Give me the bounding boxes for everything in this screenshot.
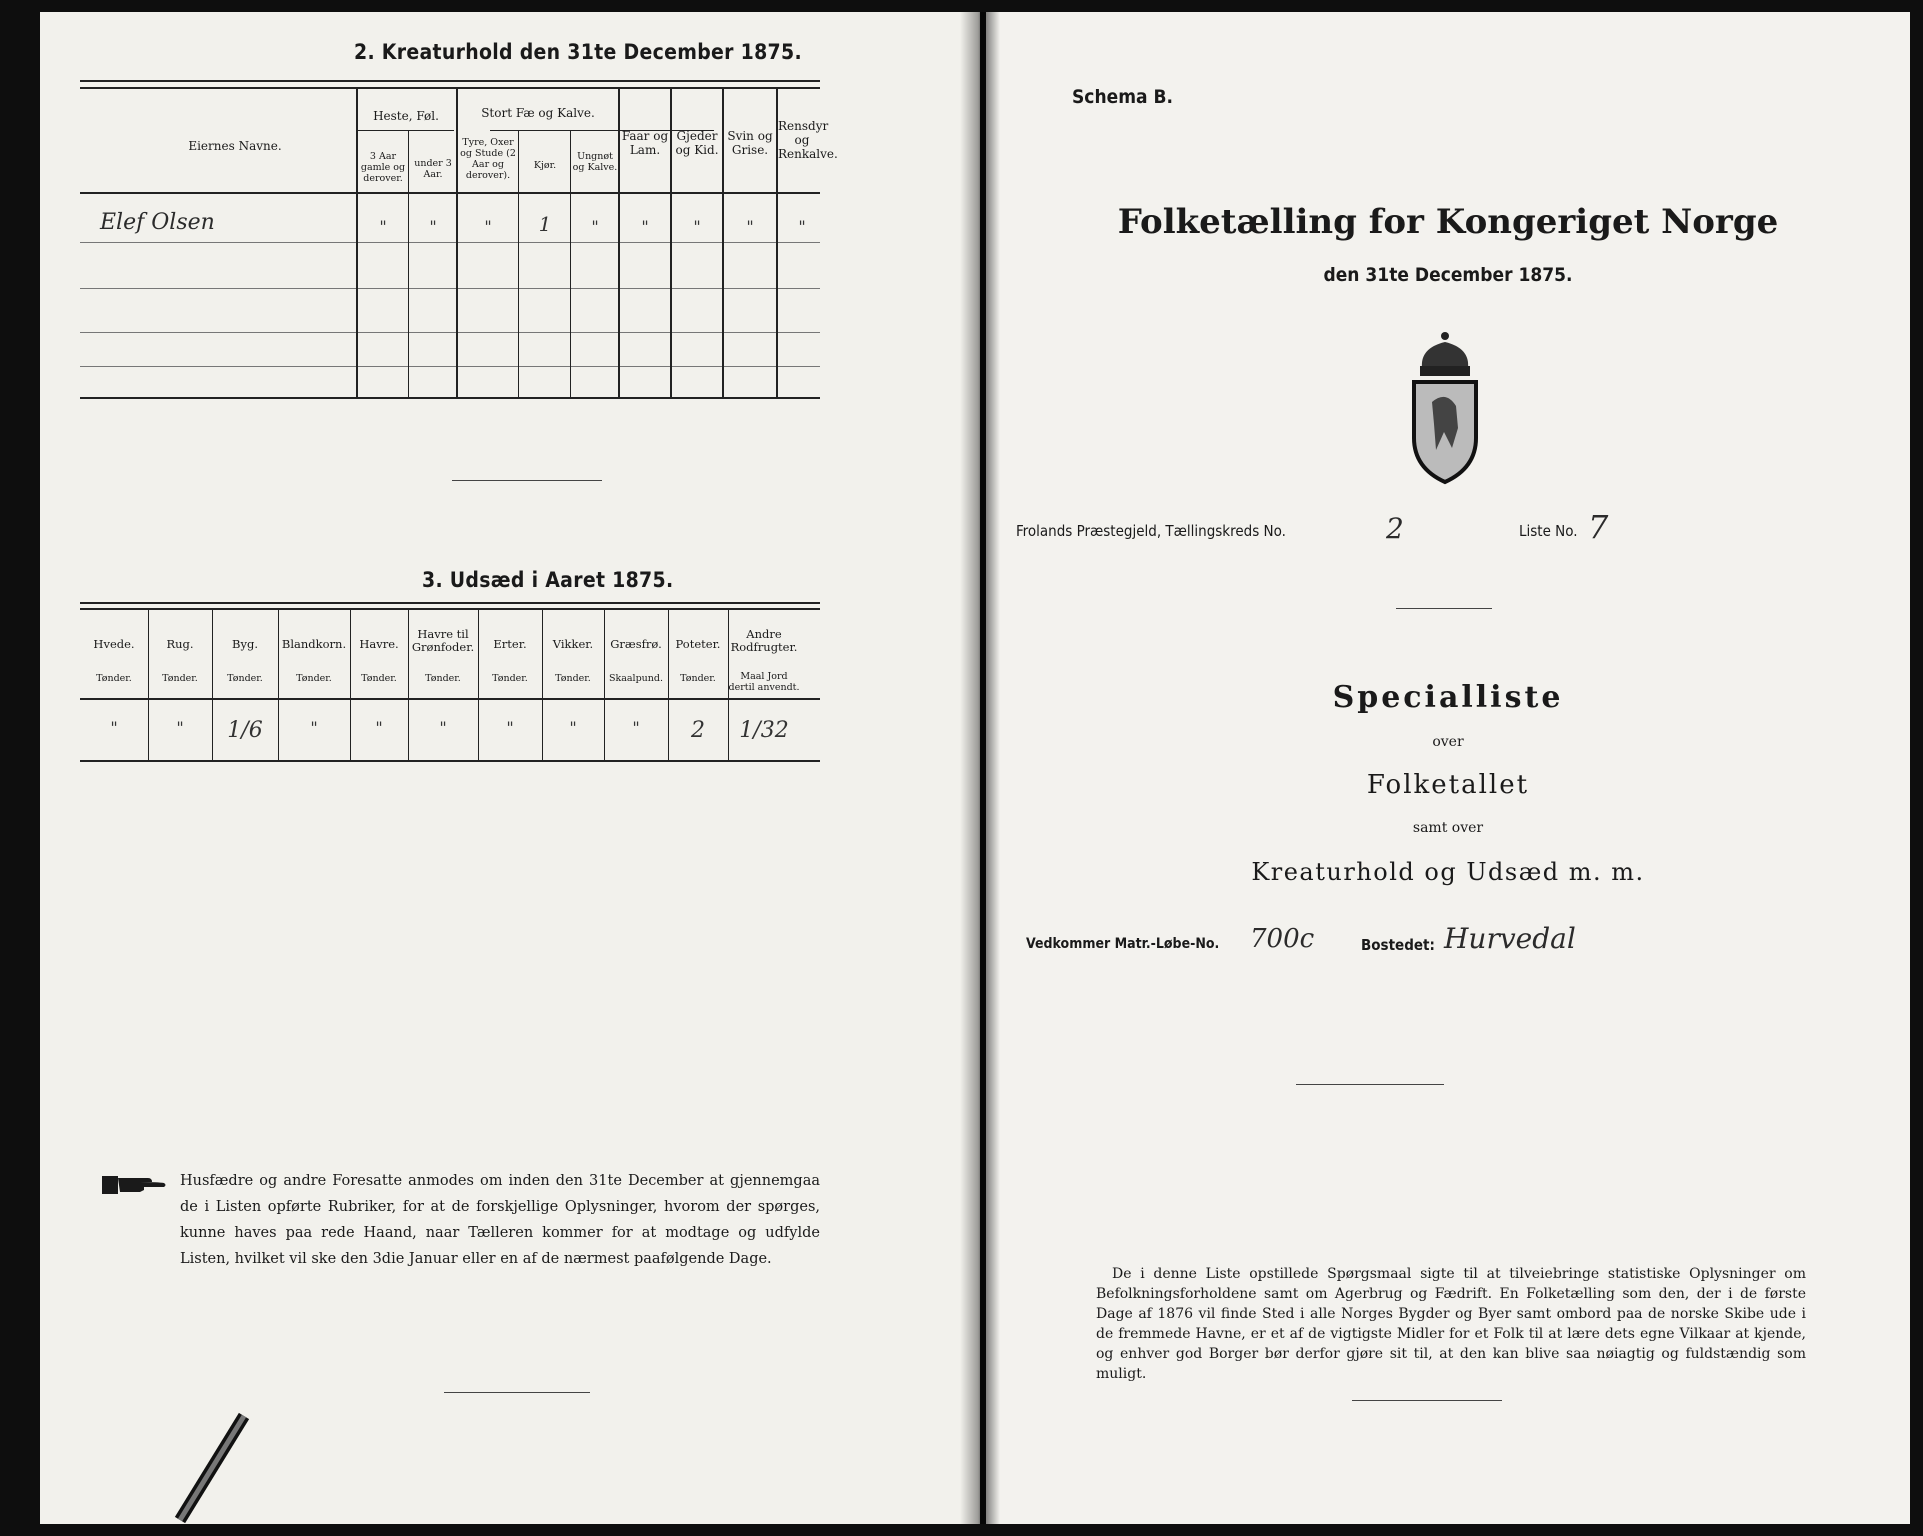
list-no: 7	[1588, 508, 1609, 546]
section2-title: 2. Kreaturhold den 31te December 1875.	[354, 40, 802, 64]
seed-col-unit: Tønder.	[492, 673, 528, 684]
district-no: 2	[1386, 512, 1404, 545]
seed-col-unit: Skaalpund.	[608, 673, 664, 684]
pointing-hand-icon	[100, 1170, 170, 1200]
seed-col-name: Poteter.	[675, 637, 721, 651]
col-goats: Gjeder og Kid.	[675, 129, 719, 157]
samt-over-text: samt over	[1412, 820, 1484, 836]
col-sheep: Faar og Lam.	[621, 129, 669, 157]
val-sheep: "	[641, 217, 649, 236]
table-rule	[80, 80, 820, 82]
table-rule	[80, 397, 820, 399]
row-line	[80, 288, 820, 289]
seed-value: "	[506, 718, 514, 737]
col-horses-under3: under 3 Aar.	[414, 158, 452, 180]
seed-col-unit: Tønder.	[425, 673, 461, 684]
table-col	[570, 130, 571, 397]
seed-col-name: Andre Rodfrugter.	[730, 627, 798, 655]
divider	[1296, 1084, 1444, 1085]
seed-col-name: Græsfrø.	[610, 637, 662, 651]
col-cattle-young: Ungnøt og Kalve.	[572, 151, 618, 173]
seed-value: 2	[691, 718, 705, 743]
seed-value: 1/6	[227, 718, 263, 743]
specialliste-title: Specialliste	[1332, 680, 1564, 715]
notice-text: Husfædre og andre Foresatte anmodes om inden den 31te December at gjennemgaa de i Listen opførte Rubriker, for at de forskjellige Oplysninger, hvorom der spørges, kunne haves paa rede Haand, naar Tælleren kommer for at modtage og udfylde Listen, hvilket vil ske den 3die Januar eller en af de nærmest paafølgende Dage.	[180, 1173, 820, 1267]
col-owner: Eiernes Navne.	[188, 139, 282, 153]
row-line	[80, 366, 820, 367]
val-goats: "	[693, 217, 701, 236]
left-page	[40, 12, 980, 1524]
val-cattle-young: "	[591, 217, 599, 236]
table-col	[356, 87, 358, 397]
seed-col-name: Havre.	[359, 637, 399, 651]
seed-col-unit: Tønder.	[555, 673, 591, 684]
seed-col-name: Havre til Grønfoder.	[411, 627, 475, 655]
val-cattle-cows: 1	[538, 212, 552, 236]
seed-col-unit: Tønder.	[96, 673, 132, 684]
seed-value: "	[310, 718, 318, 737]
seed-value: "	[375, 718, 383, 737]
seed-col-unit: Tønder.	[227, 673, 263, 684]
divider	[1352, 1400, 1502, 1401]
val-horses-3plus: "	[379, 217, 387, 236]
seed-col-unit: Tønder.	[162, 673, 198, 684]
table-rule	[356, 130, 454, 131]
kreaturhold-text: Kreaturhold og Udsæd m. m.	[1251, 858, 1645, 886]
table-rule	[80, 602, 820, 604]
table-rule	[80, 760, 820, 762]
matr-label: Vedkommer Matr.-Løbe-No.	[1026, 936, 1220, 952]
matr-no: 700c	[1250, 924, 1315, 954]
col-pigs: Svin og Grise.	[727, 129, 773, 157]
list-label: Liste No.	[1519, 522, 1578, 540]
row-line	[80, 242, 820, 243]
seed-value: "	[110, 718, 118, 737]
seed-col-name: Rug.	[166, 637, 194, 651]
col-cattle: Stort Fæ og Kalve.	[481, 106, 595, 120]
col-horses: Heste, Føl.	[373, 109, 439, 123]
table-col	[456, 87, 458, 397]
seed-value: "	[569, 718, 577, 737]
col-cattle-cows: Kjør.	[533, 160, 557, 171]
description-text: De i denne Liste opstillede Spørgsmaal sigte til at tilveiebringe statistiske Oplysninger om Befolkningsforholdene samt om Agerbrug og Fædrift. En Folketælling som den, der i de første Dage af 1876 vil finde Sted i alle Norges Bygder og Byer samt ombord paa de norske Skibe ude i de fremmede Havne, er et af de vigtigste Midler for et Folk til at lære dets egne Vilkaar at kjende, og enhver god Borger bør derfor gjøre sit til, at den kan blive saa nøiagtig og fuldstændig som muligt.	[1096, 1266, 1806, 1382]
section3-title: 3. Udsæd i Aaret 1875.	[422, 568, 674, 592]
divider	[444, 1392, 590, 1393]
table-rule	[80, 192, 820, 194]
schema-label: Schema B.	[1072, 86, 1174, 108]
seed-col-name: Blandkorn.	[281, 637, 347, 651]
table-rule	[80, 698, 820, 700]
census-date: den 31te December 1875.	[1323, 264, 1573, 286]
col-horses-3plus: 3 Aar gamle og derover.	[360, 151, 406, 184]
seed-col-unit: Tønder.	[361, 673, 397, 684]
pencil-icon	[170, 1412, 260, 1524]
owner-name: Elef Olsen	[100, 210, 215, 235]
district-label: Frolands Præstegjeld, Tællingskreds No.	[1016, 522, 1286, 540]
val-horses-under3: "	[429, 217, 437, 236]
folketallet-text: Folketallet	[1366, 770, 1530, 800]
over-text: over	[1432, 734, 1464, 750]
table-col	[408, 130, 409, 397]
table-rule	[80, 608, 820, 610]
seed-col-unit: Maal Jord dertil anvendt.	[728, 671, 800, 693]
val-pigs: "	[746, 217, 754, 236]
seed-col-name: Hvede.	[93, 637, 135, 651]
table-col	[518, 130, 519, 397]
seed-value: 1/32	[739, 718, 789, 743]
right-page	[986, 12, 1910, 1524]
row-line	[80, 332, 820, 333]
divider	[1396, 608, 1492, 609]
col-reindeer: Rensdyr og Renkalve.	[778, 119, 838, 161]
seed-value: "	[176, 718, 184, 737]
seed-value: "	[439, 718, 447, 737]
val-cattle-bulls: "	[484, 217, 492, 236]
seed-value: "	[632, 718, 640, 737]
col-cattle-bulls: Tyre, Oxer og Stude (2 Aar og derover).	[460, 137, 516, 181]
book-spine	[960, 12, 1000, 1524]
divider	[452, 480, 602, 481]
seed-col-unit: Tønder.	[296, 673, 332, 684]
table-rule	[80, 87, 820, 89]
seed-col-name: Byg.	[232, 637, 258, 651]
seed-col-name: Erter.	[493, 637, 527, 651]
seed-col-name: Vikker.	[552, 637, 594, 651]
coat-of-arms	[1400, 328, 1490, 488]
bosted-value: Hurvedal	[1444, 922, 1576, 955]
seed-col-unit: Tønder.	[680, 673, 716, 684]
val-reindeer: "	[798, 217, 806, 236]
main-title: Folketælling for Kongeriget Norge	[1117, 202, 1779, 242]
bosted-label: Bostedet:	[1361, 936, 1435, 954]
